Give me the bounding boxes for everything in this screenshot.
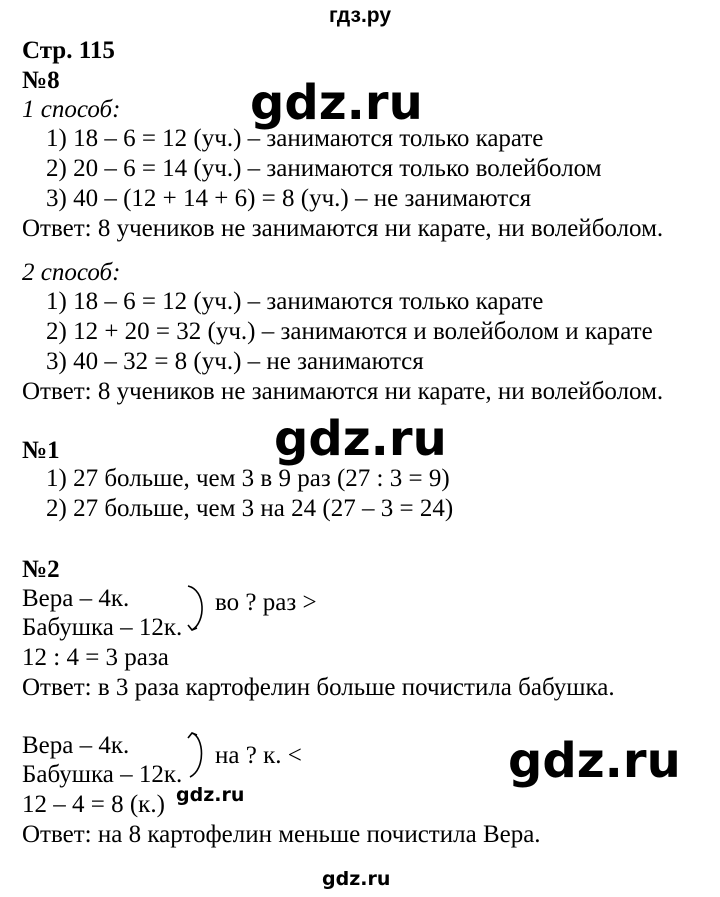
watermark: gdz.ru bbox=[322, 868, 391, 890]
task8-method2-label: 2 способ: bbox=[22, 259, 121, 286]
task2-part2-line2: Бабушка – 12к. bbox=[22, 761, 183, 788]
task8-method2-step2: 2) 12 + 20 = 32 (уч.) – занимаются и волейболом и карате bbox=[46, 318, 653, 345]
watermark: gdz.ru bbox=[250, 75, 423, 131]
task2-part2-calc: 12 – 4 = 8 (к.) bbox=[22, 791, 165, 818]
task2-part2-answer: Ответ: на 8 картофелин меньше почистила Вера. bbox=[22, 821, 541, 848]
task8-method1-step2: 2) 20 – 6 = 14 (уч.) – занимаются только волейболом bbox=[46, 155, 602, 182]
task2-part2-line1: Вера – 4к. bbox=[22, 732, 130, 759]
task2-part1-question: во ? раз > bbox=[215, 589, 317, 616]
comparison-arc-icon bbox=[186, 729, 210, 781]
task2-part1-line2: Бабушка – 12к. bbox=[22, 614, 183, 641]
watermark: gdz.ru bbox=[274, 411, 447, 467]
task2-part1-line1: Вера – 4к. bbox=[22, 585, 130, 612]
task8-method1-step3: 3) 40 – (12 + 14 + 6) = 8 (уч.) – не занимаются bbox=[46, 185, 532, 212]
task2-title: №2 bbox=[22, 556, 60, 583]
task8-method1-label: 1 способ: bbox=[22, 96, 121, 123]
site-header: гдз.ру bbox=[328, 4, 392, 27]
page-ref: Стр. 115 bbox=[22, 37, 115, 64]
task8-method1-step1: 1) 18 – 6 = 12 (уч.) – занимаются только карате bbox=[46, 125, 544, 152]
watermark: gdz.ru bbox=[508, 733, 681, 789]
task8-method1-answer: Ответ: 8 учеников не занимаются ни карате, ни волейболом. bbox=[22, 215, 664, 242]
task8-title: №8 bbox=[22, 67, 60, 94]
watermark: gdz.ru bbox=[176, 784, 245, 806]
task8-method2-step1: 1) 18 – 6 = 12 (уч.) – занимаются только карате bbox=[46, 288, 544, 315]
task1-title: №1 bbox=[22, 437, 60, 464]
task8-method2-step3: 3) 40 – 32 = 8 (уч.) – не занимаются bbox=[46, 348, 424, 375]
task1-step2: 2) 27 больше, чем 3 на 24 (27 – 3 = 24) bbox=[46, 495, 454, 522]
task1-step1: 1) 27 больше, чем 3 в 9 раз (27 : 3 = 9) bbox=[46, 465, 450, 492]
task2-part2-question: на ? к. < bbox=[215, 742, 302, 769]
comparison-arc-icon bbox=[186, 582, 210, 634]
task2-part1-answer: Ответ: в 3 раза картофелин больше почистила бабушка. bbox=[22, 674, 615, 701]
task8-method2-answer: Ответ: 8 учеников не занимаются ни карате, ни волейболом. bbox=[22, 378, 664, 405]
task2-part1-calc: 12 : 4 = 3 раза bbox=[22, 644, 169, 671]
